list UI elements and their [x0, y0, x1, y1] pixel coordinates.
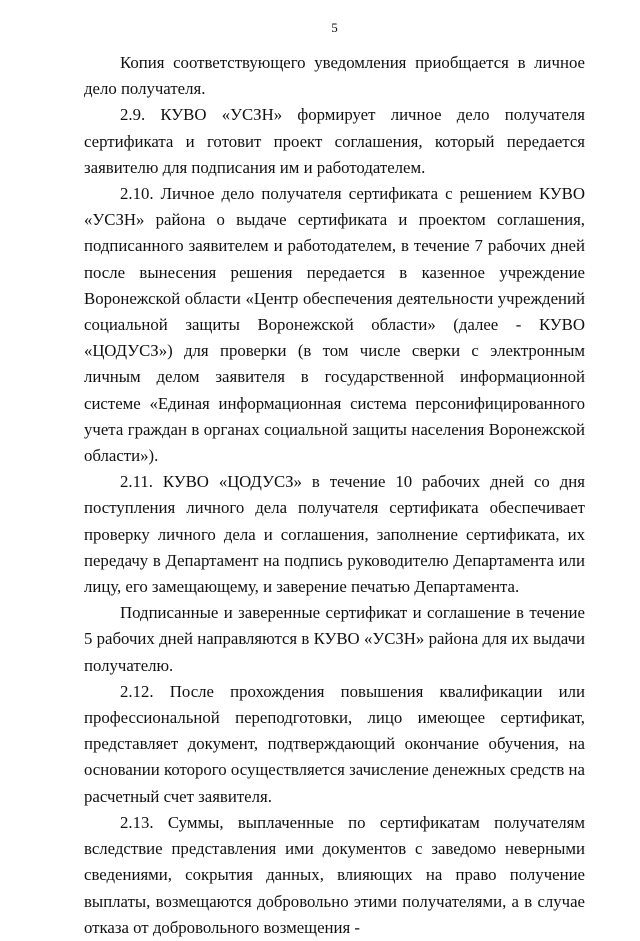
paragraph-2-13: 2.13. Суммы, выплаченные по сертификатам получателям вследствие представления ими документов с заведомо неверными сведениями, сокрытия данных, влияющих на право получение выплаты, возмещаются добровольно этими получателями, а в случае отказа от добровольного возмещения -: [84, 812, 585, 937]
document-body: [84, 50, 585, 941]
paragraph-signed-certificates: Подписанные и заверенные сертификат и соглашение в течение 5 рабочих дней направляются в КУВО «УСЗН» района для их выдачи получателю.: [84, 603, 585, 675]
paragraph-2-11: 2.11. КУВО «ЦОДУСЗ» в течение 10 рабочих дней со дня поступления личного дела получателя сертификата обеспечивает проверку личного дела и соглашения, заполнение сертификата, их передачу в Департамент на подпись руководителю Департамента или лицу, его замещающему, и заверение печатью Департамента.: [84, 472, 585, 597]
page-number: 5: [331, 20, 338, 35]
paragraph-2-12: 2.12. После прохождения повышения квалификации или профессиональной переподготовки, лицо имеющее сертификат, представляет документ, подтверждающий окончание обучения, на основании которого осуществляется зачисление денежных средств на расчетный счет заявителя.: [84, 681, 585, 806]
paragraph-copy-notice: Копия соответствующего уведомления приобщается в личное дело получателя.: [84, 53, 585, 99]
paragraph-2-9: 2.9. КУВО «УСЗН» формирует личное дело получателя сертификата и готовит проект соглашения, который передается заявителю для подписания им и работодателем.: [84, 105, 585, 177]
paragraph-2-10: 2.10. Личное дело получателя сертификата с решением КУВО «УСЗН» района о выдаче сертификата и проектом соглашения, подписанного заявителем и работодателем, в течение 7 рабочих дней после вынесения решения передается в казенное учреждение Воронежской области «Центр обеспечения деятельности учреждений социальной защиты Воронежской области» (далее - КУВО «ЦОДУСЗ») для проверки (в том числе сверки с электронным личным делом заявителя в государственной информационной системе «Единая информационная система персонифицированного учета граждан в органах социальной защиты населения Воронежской области»).: [84, 184, 585, 466]
